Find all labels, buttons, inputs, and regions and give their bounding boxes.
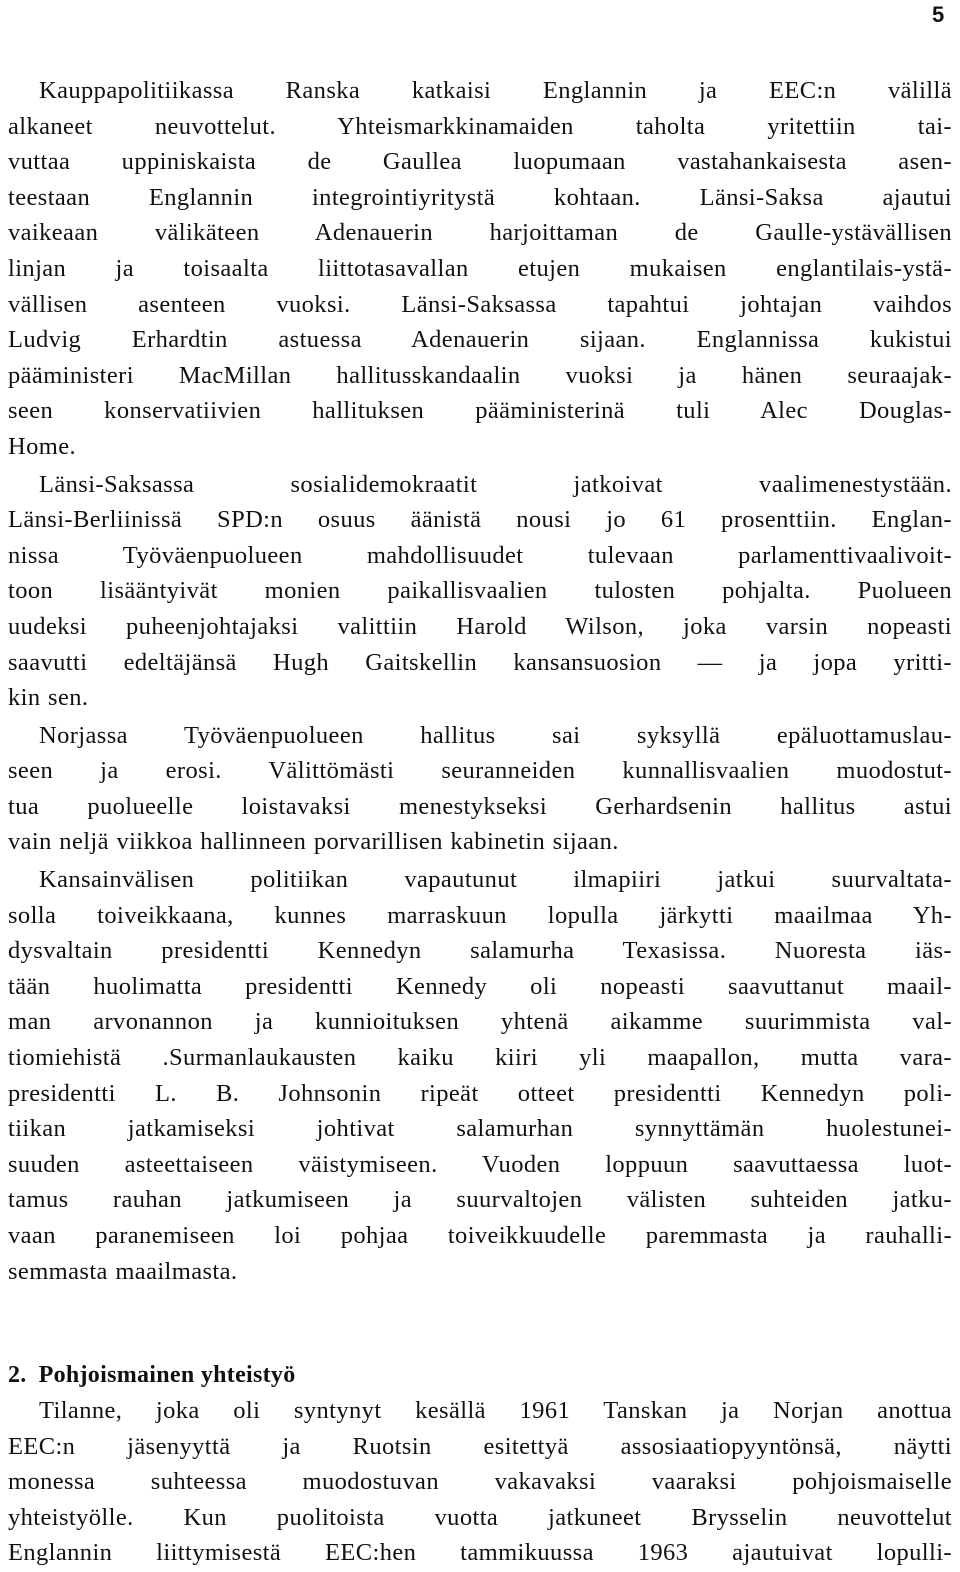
section-paragraph — [8, 1393, 952, 1571]
text-line: vaan paranemiseen loi pohjaa toiveikkuudelle paremmasta ja rauhalli- — [8, 1222, 952, 1249]
text-line: man arvonannon ja kunnioituksen yhtenä aikamme suurimmista val- — [8, 1008, 952, 1036]
paragraph-4 — [8, 862, 952, 1289]
text-line: solla toiveikkaana, kunnes marraskuun lopulla järkytti maailmaa Yh- — [8, 901, 952, 929]
text-line: pääministeri MacMillan hallitusskandaalin vuoksi ja hänen seuraajak- — [8, 361, 952, 389]
text-line: teestaan Englannin integrointiyritystä kohtaan. Länsi-Saksa ajautui — [8, 183, 952, 211]
section-heading — [8, 1358, 296, 1392]
text-line: nissa Työväenpuolueen mahdollisuudet tulevaan parlamenttivaalivoit- — [8, 541, 952, 569]
text-line: vaikeaan välikäteen Adenauerin harjoittaman de Gaulle-ystävällisen — [8, 219, 952, 247]
text-line: EEC:n jäsenyyttä ja Ruotsin esitettyä assosiaatiopyyntönsä, näytti — [8, 1432, 952, 1460]
text-line: Englannin liittymisestä EEC:hen tammikuussa 1963 ajautuivat lopulli- — [8, 1539, 952, 1567]
text-line: vuttaa uppiniskaista de Gaullea luopumaan vastahankaisesta asen- — [8, 148, 952, 176]
text-line: toon lisääntyivät monien paikallisvaalien tulosten pohjalta. Puolueen — [8, 577, 952, 605]
text-line: uudeksi puheenjohtajaksi valittiin Harold Wilson, joka varsin nopeasti — [8, 612, 952, 640]
body-text — [8, 73, 952, 1289]
text-line: seen konservatiivien hallituksen pääministerinä tuli Alec Douglas- — [8, 397, 952, 425]
text-line: suuden asteettaiseen väistymiseen. Vuoden loppuun saavuttaessa luot- — [8, 1150, 952, 1178]
text-line: tiomiehistä .Surmanlaukausten kaiku kiiri yli maapallon, mutta vara- — [8, 1044, 952, 1072]
text-line: Kauppapolitiikassa Ranska katkaisi Englannin ja EEC:n välillä — [39, 77, 952, 104]
text-line: linjan ja toisaalta liittotasavallan etujen mukaisen englantilais-ystä- — [8, 254, 952, 282]
text-line: Norjassa Työväenpuolueen hallitus sai syksyllä epäluottamuslau- — [39, 721, 952, 749]
section-title: Pohjoismainen yhteistyö — [38, 1362, 296, 1388]
text-line: saavutti edeltäjänsä Hugh Gaitskellin kansansuosion — ja jopa yritti- — [8, 648, 952, 676]
paragraph-1 — [8, 73, 952, 465]
text-line: kin sen. — [8, 684, 89, 712]
paragraph-3 — [8, 718, 952, 860]
text-line: yhteistyölle. Kun puolitoista vuotta jatkuneet Brysselin neuvottelut — [8, 1503, 952, 1531]
text-line: dysvaltain presidentti Kennedyn salamurha Texasissa. Nuoresta iäs- — [8, 937, 952, 965]
paragraph-2 — [8, 467, 952, 716]
text-line: Kansainvälisen politiikan vapautunut ilmapiiri jatkui suurvaltata- — [39, 866, 952, 894]
text-line: Länsi-Saksassa sosialidemokraatit jatkoivat vaalimenestystään. — [39, 470, 952, 498]
text-line: semmasta maailmasta. — [8, 1257, 238, 1285]
text-line: alkaneet neuvottelut. Yhteismarkkinamaiden taholta yritettiin tai- — [8, 112, 952, 140]
text-line: Ludvig Erhardtin astuessa Adenauerin sijaan. Englannissa kukistui — [8, 326, 952, 354]
text-line: seen ja erosi. Välittömästi seuranneiden kunnallisvaalien muodostut- — [8, 757, 952, 785]
text-line: tään huolimatta presidentti Kennedy oli nopeasti saavuttanut maail- — [8, 972, 952, 1000]
text-line: Länsi-Berliinissä SPD:n osuus äänistä nousi jo 61 prosenttiin. Englan- — [8, 506, 952, 534]
section-number: 2. — [8, 1362, 27, 1388]
text-line: vällisen asenteen vuoksi. Länsi-Saksassa tapahtui johtajan vaihdos — [8, 290, 952, 318]
page-number: 5 — [932, 2, 945, 27]
text-line: Home. — [8, 432, 76, 460]
text-line: vain neljä viikkoa hallinneen porvarillisen kabinetin sijaan. — [8, 828, 619, 856]
text-line: tiikan jatkamiseksi johtivat salamurhan synnyttämän huolestunei- — [8, 1115, 952, 1143]
text-line: Tilanne, joka oli syntynyt kesällä 1961 Tanskan ja Norjan anottua — [39, 1397, 952, 1424]
text-line: tua puolueelle loistavaksi menestykseksi Gerhardsenin hallitus astui — [8, 792, 952, 820]
text-line: presidentti L. B. Johnsonin ripeät otteet presidentti Kennedyn poli- — [8, 1079, 952, 1107]
text-line: monessa suhteessa muodostuvan vakavaksi vaaraksi pohjoismaiselle — [8, 1468, 952, 1496]
text-line: tamus rauhan jatkumiseen ja suurvaltojen välisten suhteiden jatku- — [8, 1186, 952, 1214]
section-body-text — [8, 1393, 952, 1571]
